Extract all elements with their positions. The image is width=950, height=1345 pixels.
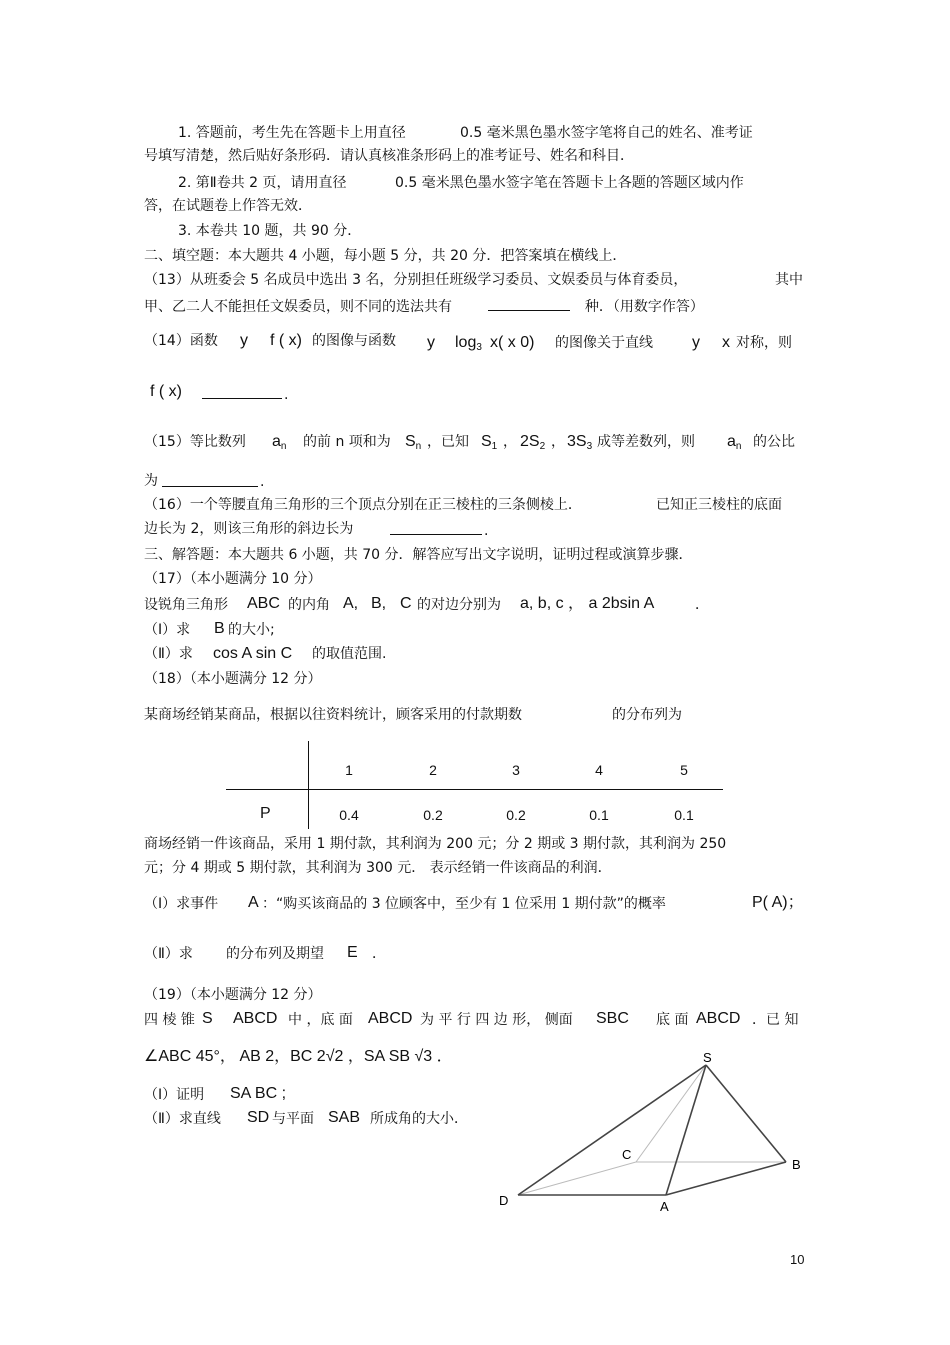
q17-t2: 的内角	[288, 597, 330, 613]
section-2-heading: 二、填空题：本大题共 4 小题，每小题 5 分，共 20 分．把答案填在横线上．	[144, 248, 627, 264]
q18-part-2-text: 的分布列及期望	[226, 946, 324, 962]
q15-S1-text: S	[481, 433, 492, 450]
pyramid-figure	[480, 1040, 820, 1225]
q17-condition: a, b, c ， a 2bsin A	[520, 595, 655, 612]
q18-intro: 某商场经销某商品，根据以往资料统计，顾客采用的付款期数	[144, 707, 522, 723]
q16-line-1-end: 已知正三棱柱的底面	[656, 497, 782, 513]
q17-dot: ．	[695, 597, 709, 613]
q15-S3-sub: 3	[586, 441, 593, 452]
q15-dot: .	[260, 474, 265, 490]
q17-part-2: （Ⅱ）求	[144, 646, 193, 662]
q18-event-A: A	[248, 894, 259, 911]
q16-answer-blank[interactable]	[390, 520, 482, 535]
table-value-cell: 0.1	[589, 807, 609, 823]
edge-CD	[518, 1162, 636, 1195]
q19-S: S	[202, 1010, 213, 1027]
q14-fx: f ( x)	[270, 332, 302, 349]
q15-Sn	[405, 433, 421, 456]
q14-y2: y	[427, 334, 435, 351]
q19-SBC: SBC	[596, 1010, 629, 1027]
q15-S2-text: 2S	[520, 433, 540, 450]
q15-Sn-text: S	[405, 433, 416, 450]
q15-an	[272, 433, 286, 456]
table-row-label: P	[260, 805, 271, 822]
note-1-part-a: 1. 答题前，考生先在答题卡上用直径	[178, 125, 406, 141]
q19-t4: 底 面	[656, 1012, 689, 1028]
q18-profit-line-1: 商场经销一件该商品，采用 1 期付款，其利润为 200 元；分 2 期或 3 期付款，其利润为 250	[144, 836, 727, 852]
vertex-label-C: C	[622, 1147, 632, 1162]
q16-line-2: 边长为 2，则该三角形的斜边长为	[144, 521, 354, 537]
table-value-cell: 0.2	[506, 807, 526, 823]
q15-S1	[481, 433, 497, 456]
q19-t1: 四 棱 锥	[144, 1012, 195, 1028]
q17-B: B,	[371, 595, 387, 612]
table-value-cell: 0.4	[339, 807, 359, 823]
q15-Sn-sub: n	[415, 441, 422, 452]
q17-part-1-end: 的大小;	[228, 622, 275, 638]
q14-y1: y	[240, 332, 248, 349]
q19-heading: （19）（本小题满分 12 分）	[144, 987, 322, 1003]
q13-text: 甲、乙二人不能担任文娱委员，则不同的选法共有	[144, 299, 452, 315]
q15-t2: ，已知	[427, 434, 469, 450]
vertex-label-D: D	[499, 1193, 509, 1208]
q19-part-1: （Ⅰ）证明	[144, 1087, 205, 1103]
q15-S1-sub: 1	[491, 441, 498, 452]
q19-ABCD: ABCD	[233, 1010, 278, 1027]
q14-log-base: 3	[476, 342, 482, 353]
edge-SA	[666, 1065, 706, 1195]
vertex-label-A: A	[660, 1199, 669, 1214]
edge-SD	[518, 1065, 706, 1195]
q13-text-end: 种．（用数字作答）	[584, 299, 704, 315]
note-2-part-c: 答，在试题卷上作答无效．	[144, 198, 312, 214]
q15-S2	[520, 433, 545, 456]
q15-S3	[567, 433, 592, 456]
q15-answer-blank[interactable]	[162, 472, 258, 487]
q19-part-2: （Ⅱ）求直线	[144, 1111, 221, 1127]
q13-line-1: （13）从班委会 5 名成员中选出 3 名，分别担任班级学习委员、文娱委员与体育委员，	[144, 272, 688, 288]
q16-dot: .	[484, 523, 489, 539]
vertex-label-B: B	[792, 1157, 801, 1172]
q14-end: 对称，则	[736, 335, 792, 351]
q15-c1: ，	[503, 434, 517, 450]
q19-part-2-SD: SD	[247, 1109, 270, 1126]
table-header-cell: 3	[512, 762, 520, 778]
q15-wei: 为	[144, 473, 158, 489]
section-3-heading: 三、解答题：本大题共 6 小题，共 70 分．解答应写出文字说明，证明过程或演算步骤．	[144, 547, 693, 563]
q14-answer-blank[interactable]	[202, 384, 282, 399]
q16-line-1: （16）一个等腰直角三角形的三个顶点分别在正三棱柱的三条侧棱上．	[144, 497, 582, 513]
table-value-cell: 0.2	[423, 807, 443, 823]
edge-SB	[706, 1065, 786, 1162]
edge-AB	[666, 1162, 786, 1195]
q15-an2-text: a	[727, 433, 736, 450]
q17-part-2-expr: cos A sin C	[213, 645, 293, 662]
table-value-cell: 0.1	[674, 807, 694, 823]
q14-x: x	[722, 334, 730, 351]
note-3: 3. 本卷共 10 题，共 90 分．	[178, 223, 362, 239]
table-header-cell: 5	[680, 762, 688, 778]
q15-t1: 的前 n 项和为	[303, 434, 391, 450]
q15-c2: ，	[551, 434, 565, 450]
q15-an-text: a	[272, 433, 281, 450]
q19-t3: 为 平 行 四 边 形， 侧面	[420, 1012, 573, 1028]
page-number: 10	[790, 1252, 805, 1267]
vertex-label-S: S	[703, 1050, 712, 1065]
q18-part-2-dot: ．	[372, 946, 386, 962]
q15-t3: 成等差数列，则	[597, 434, 695, 450]
q17-part-2-end: 的取值范围.	[312, 646, 387, 662]
q18-part-1: （Ⅰ）求事件	[144, 896, 219, 912]
q13-line-1-end: 其中	[775, 272, 803, 288]
table-horizontal-rule	[226, 789, 723, 790]
q18-profit-line-2: 元；分 4 期或 5 期付款，其利润为 300 元． 表示经销一件该商品的利润．	[144, 860, 612, 876]
q15-an2-sub: n	[735, 441, 742, 452]
table-header-cell: 2	[429, 762, 437, 778]
q18-part-1-prob: P( A)；	[752, 894, 804, 911]
q17-part-1: （Ⅰ）求	[144, 622, 191, 638]
q14-mid: 的图像与函数	[312, 333, 396, 349]
edge-SC	[636, 1065, 706, 1162]
note-1-part-b: 0.5 毫米黑色墨水签字笔将自己的姓名、准考证	[460, 125, 753, 141]
q19-part-1-expr: SA BC ;	[230, 1085, 287, 1102]
q15-S2-sub: 2	[539, 441, 546, 452]
q15-t4: 的公比	[753, 434, 795, 450]
q17-part-1-B: B	[214, 620, 225, 637]
q13-answer-blank[interactable]	[488, 296, 570, 311]
q15-an2	[727, 433, 741, 456]
q15-S3-text: 3S	[567, 433, 587, 450]
q18-part-1-text: ：“购买该商品的 3 位顾客中，至少有 1 位采用 1 期付款”的概率	[262, 896, 666, 912]
q15-an-sub: n	[280, 441, 287, 452]
note-2-part-b: 0.5 毫米黑色墨水签字笔在答题卡上各题的答题区域内作	[395, 175, 744, 191]
q17-heading: （17）（本小题满分 10 分）	[144, 571, 322, 587]
table-vertical-rule	[308, 741, 309, 829]
q19-part-2-SAB: SAB	[328, 1109, 361, 1126]
q18-part-2: （Ⅱ）求	[144, 946, 193, 962]
note-1-part-c: 号填写清楚，然后贴好条形码．请认真核准条形码上的准考证号、姓名和科目．	[144, 148, 634, 164]
q17-t3: 的对边分别为	[417, 597, 501, 613]
q14-dot: .	[284, 387, 289, 403]
q17-t1: 设锐角三角形	[144, 597, 228, 613]
q14-mid2: 的图像关于直线	[555, 335, 653, 351]
q17-C: C	[400, 595, 412, 612]
table-header-cell: 4	[595, 762, 603, 778]
q18-heading: （18）（本小题满分 12 分）	[144, 671, 322, 687]
q14-log-text: log	[455, 334, 477, 351]
q18-part-2-E: E	[347, 944, 358, 961]
q19-given: ∠ABC 45°， AB 2，BC 2√2 ，SA SB √3 ．	[144, 1048, 453, 1065]
q19-t5: ．已 知	[752, 1012, 799, 1028]
q18-intro-2: 的分布列为	[612, 707, 682, 723]
q14-log	[455, 334, 482, 357]
q13-line-2	[144, 296, 704, 316]
q19-part-2-text: 与平面	[272, 1111, 314, 1127]
q15-label: （15）等比数列	[144, 434, 246, 450]
q14-arg: x( x 0)	[490, 334, 535, 351]
q17-A: A,	[343, 595, 359, 612]
q19-ABCD-2: ABCD	[368, 1010, 413, 1027]
q14-label: （14）函数	[144, 333, 218, 349]
table-header-cell: 1	[345, 762, 353, 778]
note-2-part-a: 2. 第Ⅱ卷共 2 页，请用直径	[178, 175, 347, 191]
q17-ABC: ABC	[247, 595, 280, 612]
q19-part-2-end: 所成角的大小．	[370, 1111, 468, 1127]
q14-fx2: f ( x)	[150, 383, 182, 400]
q14-y3: y	[692, 334, 700, 351]
q19-t2: 中 ，底 面	[288, 1012, 353, 1028]
q19-ABCD-3: ABCD	[696, 1010, 741, 1027]
